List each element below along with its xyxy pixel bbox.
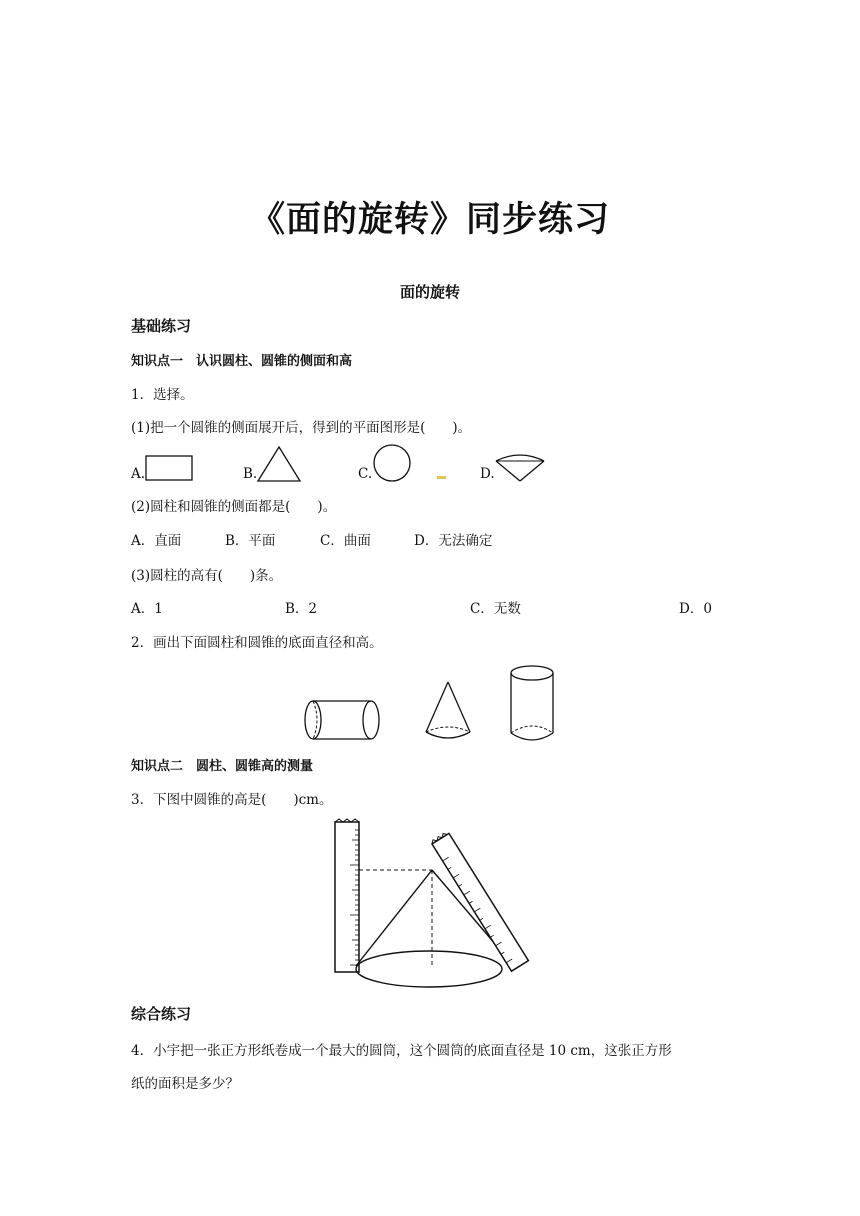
cone-figure — [422, 680, 474, 742]
section-basic-heading: 基础练习 — [131, 317, 192, 335]
vertical-cylinder-figure — [508, 664, 556, 744]
circle-shape — [372, 443, 412, 483]
q1-2-option-c: C．曲面 — [320, 533, 371, 549]
triangle-shape — [256, 445, 302, 483]
q1-3-option-b: B．2 — [285, 601, 318, 617]
option-c-label: C. — [358, 466, 373, 482]
q1-2-option-d: D．无法确定 — [414, 533, 493, 549]
question-2: 2．画出下面圆柱和圆锥的底面直径和高。 — [131, 635, 383, 651]
q1-3-option-c: C．无数 — [470, 601, 521, 617]
cone-ruler-figure — [332, 820, 528, 990]
subtitle: 面的旋转 — [399, 283, 460, 301]
q1-3-option-d: D．0 — [679, 601, 712, 617]
q1-3-option-a: A．1 — [131, 601, 163, 617]
question-1: 1．选择。 — [131, 387, 194, 403]
page-title: 《面的旋转》同步练习 — [249, 200, 610, 240]
q1-2-option-a: A．直面 — [131, 533, 182, 549]
knowledge-point-2: 知识点二 圆柱、圆锥高的测量 — [131, 759, 314, 774]
rectangle-shape — [145, 455, 193, 481]
question-4-line-1: 4．小宇把一张正方形纸卷成一个最大的圆筒，这个圆筒的底面直径是 10 cm，这张正方形 — [131, 1043, 672, 1059]
question-1-3: (3)圆柱的高有( )条。 — [131, 568, 283, 584]
sector-shape — [494, 449, 546, 483]
question-3: 3．下图中圆锥的高是( )cm。 — [131, 792, 333, 808]
question-4-line-2: 纸的面积是多少？ — [131, 1076, 239, 1092]
horizontal-cylinder-figure — [303, 698, 383, 742]
option-b-label: B. — [243, 466, 258, 482]
option-a-label: A. — [131, 466, 146, 482]
question-1-2: (2)圆柱和圆锥的侧面都是( )。 — [131, 499, 337, 515]
question-1-1: (1)把一个圆锥的侧面展开后，得到的平面图形是( )。 — [131, 420, 472, 436]
option-d-label: D. — [480, 466, 495, 482]
knowledge-point-1: 知识点一 认识圆柱、圆锥的侧面和高 — [131, 354, 353, 369]
small-mark — [437, 476, 447, 480]
q1-2-option-b: B．平面 — [225, 533, 276, 549]
section-comprehensive-heading: 综合练习 — [131, 1005, 192, 1023]
